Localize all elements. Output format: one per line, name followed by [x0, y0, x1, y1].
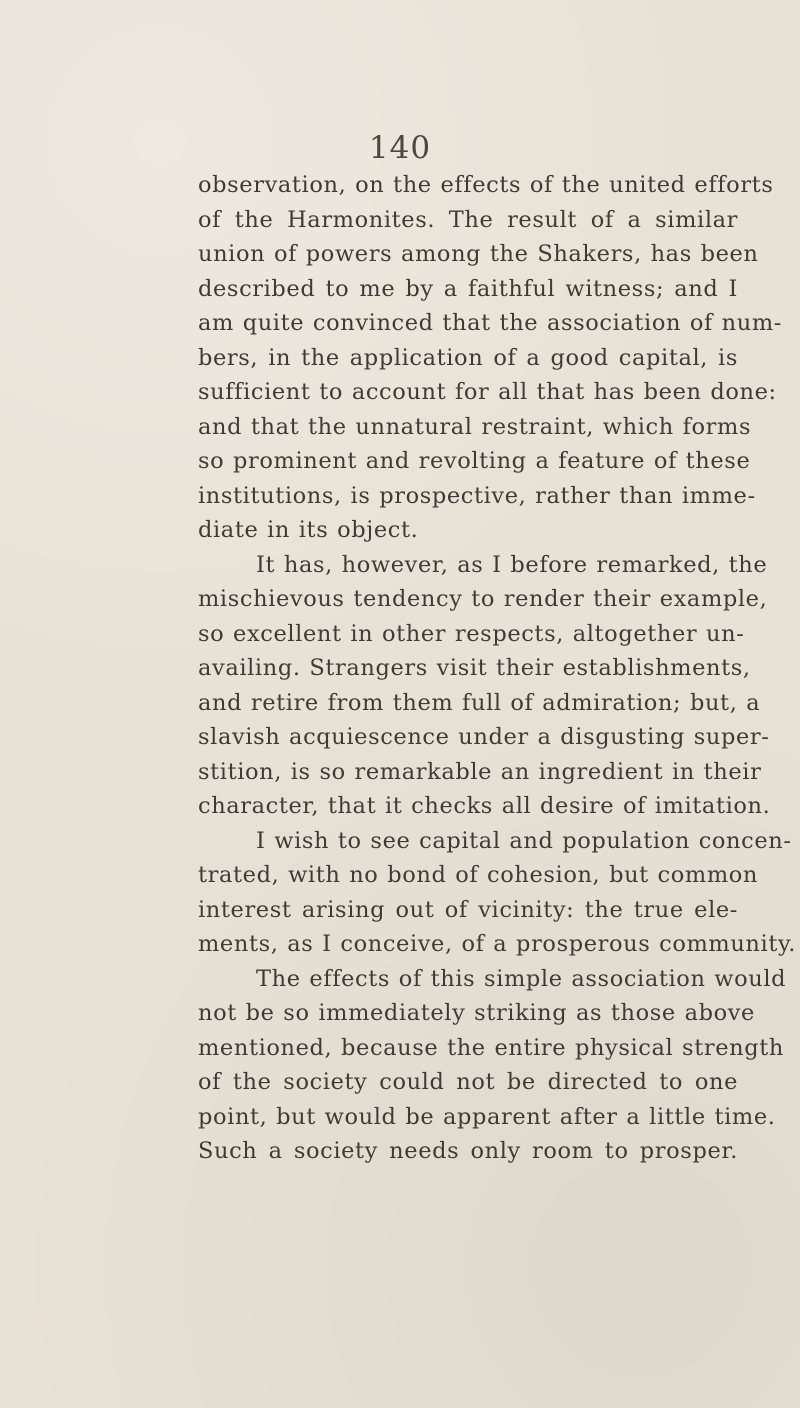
text-line: mischievous tendency to render their example,	[198, 586, 768, 612]
text-line: sufficient to account for all that has been done:	[198, 379, 777, 405]
text-line: stition, is so remarkable an ingredient in their	[198, 758, 762, 785]
text-line: It has, however, as I before remarked, the	[256, 551, 768, 578]
text-line: mentioned, because the entire physical strength	[198, 1034, 784, 1061]
paragraph-1	[198, 168, 782, 548]
text-line: so excellent in other respects, altogether un-	[198, 620, 745, 647]
text-line: institutions, is prospective, rather than imme-	[198, 482, 756, 509]
text-line: ments, as I conceive, of a prosperous community.	[198, 931, 797, 957]
text-line: availing. Strangers visit their establishments,	[198, 655, 751, 681]
body-text	[198, 168, 797, 1169]
text-line: observation, on the effects of the united efforts	[198, 172, 774, 198]
text-line: of the Harmonites. The result of a similar	[198, 206, 738, 233]
text-line: The effects of this simple association would	[256, 965, 787, 992]
text-line: bers, in the application of a good capital, is	[198, 344, 738, 371]
page-number: 140	[368, 130, 432, 166]
text-line: trated, with no bond of cohesion, but common	[198, 862, 759, 888]
text-line: interest arising out of vicinity: the true ele-	[198, 896, 738, 923]
text-line: and that the unnatural restraint, which forms	[198, 413, 752, 440]
text-line: union of powers among the Shakers, has been	[198, 241, 759, 267]
text-line: I wish to see capital and population concen-	[256, 827, 792, 854]
text-line: and retire from them full of admiration; but, a	[198, 689, 761, 716]
text-line: diate in its object.	[198, 517, 419, 543]
text-line: Such a society needs only room to prosper.	[198, 1138, 738, 1164]
text-line: character, that it checks all desire of imitation.	[198, 793, 771, 819]
text-line: described to me by a faithful witness; and I	[198, 275, 738, 302]
text-line: of the society could not be directed to one	[198, 1069, 738, 1095]
paragraph-2	[198, 548, 771, 824]
text-line: point, but would be apparent after a little time.	[198, 1103, 776, 1130]
text-line: slavish acquiescence under a disgusting super-	[198, 724, 770, 750]
text-line: am quite convinced that the association of num-	[198, 310, 782, 336]
text-line: not be so immediately striking as those above	[198, 1000, 755, 1026]
text-line: so prominent and revolting a feature of these	[198, 448, 751, 474]
paragraph-4	[198, 962, 787, 1169]
paragraph-3	[198, 824, 797, 962]
